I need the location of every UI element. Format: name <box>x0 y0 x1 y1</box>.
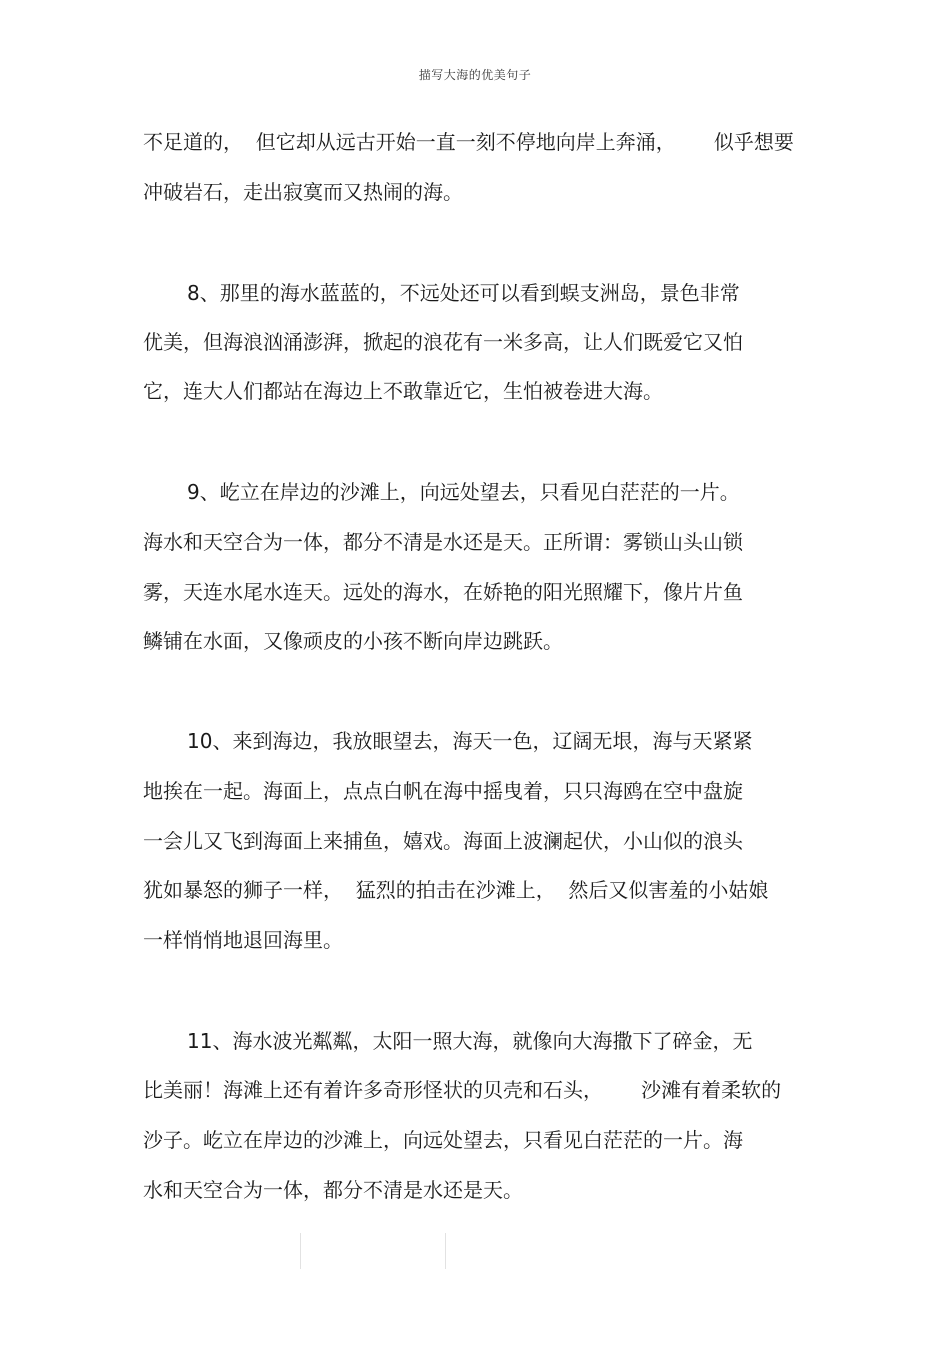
paragraph-line: 不足道的， 但它却从远古开始一直一刻不停地向岸上奔涌， 似乎想要 <box>143 130 794 154</box>
paragraph-line: 水和天空合为一体，都分不清是水还是天。 <box>143 1178 523 1202</box>
paragraph-line: 9、屹立在岸边的沙滩上，向远处望去，只看见白茫茫的一片。 <box>187 480 740 504</box>
footer-divider-left <box>300 1233 301 1269</box>
paragraph-line: 一样悄悄地退回海里。 <box>143 928 343 952</box>
paragraph-line: 鳞铺在水面，又像顽皮的小孩不断向岸边跳跃。 <box>143 629 563 653</box>
paragraph-line: 冲破岩石，走出寂寞而又热闹的海。 <box>143 180 463 204</box>
paragraph-line: 海水和天空合为一体，都分不清是水还是天。正所谓：雾锁山头山锁 <box>143 530 743 554</box>
paragraph-line: 犹如暴怒的狮子一样， 猛烈的拍击在沙滩上， 然后又似害羞的小姑娘 <box>143 878 769 902</box>
paragraph-line: 它，连大人们都站在海边上不敢靠近它，生怕被卷进大海。 <box>143 379 663 403</box>
paragraph-line: 地挨在一起。海面上，点点白帆在海中摇曳着，只只海鸥在空中盘旋 <box>143 779 743 803</box>
paragraph-line: 11、海水波光粼粼，太阳一照大海，就像向大海撒下了碎金，无 <box>187 1029 753 1053</box>
paragraph-line: 雾，天连水尾水连天。远处的海水，在娇艳的阳光照耀下，像片片鱼 <box>143 580 743 604</box>
paragraph-line: 8、那里的海水蓝蓝的，不远处还可以看到蜈支洲岛，景色非常 <box>187 281 740 305</box>
paragraph-line: 优美，但海浪汹涌澎湃，掀起的浪花有一米多高，让人们既爱它又怕 <box>143 330 743 354</box>
paragraph-line: 比美丽！海滩上还有着许多奇形怪状的贝壳和石头， 沙滩有着柔软的 <box>143 1078 782 1102</box>
paragraph-line: 一会儿又飞到海面上来捕鱼，嬉戏。海面上波澜起伏，小山似的浪头 <box>143 829 743 853</box>
paragraph-line: 10、来到海边，我放眼望去，海天一色，辽阔无垠，海与天紧紧 <box>187 729 753 753</box>
page-header-title: 描写大海的优美句子 <box>418 68 532 82</box>
paragraph-line: 沙子。屹立在岸边的沙滩上，向远处望去，只看见白茫茫的一片。海 <box>143 1128 743 1152</box>
footer-divider-right <box>445 1233 446 1269</box>
